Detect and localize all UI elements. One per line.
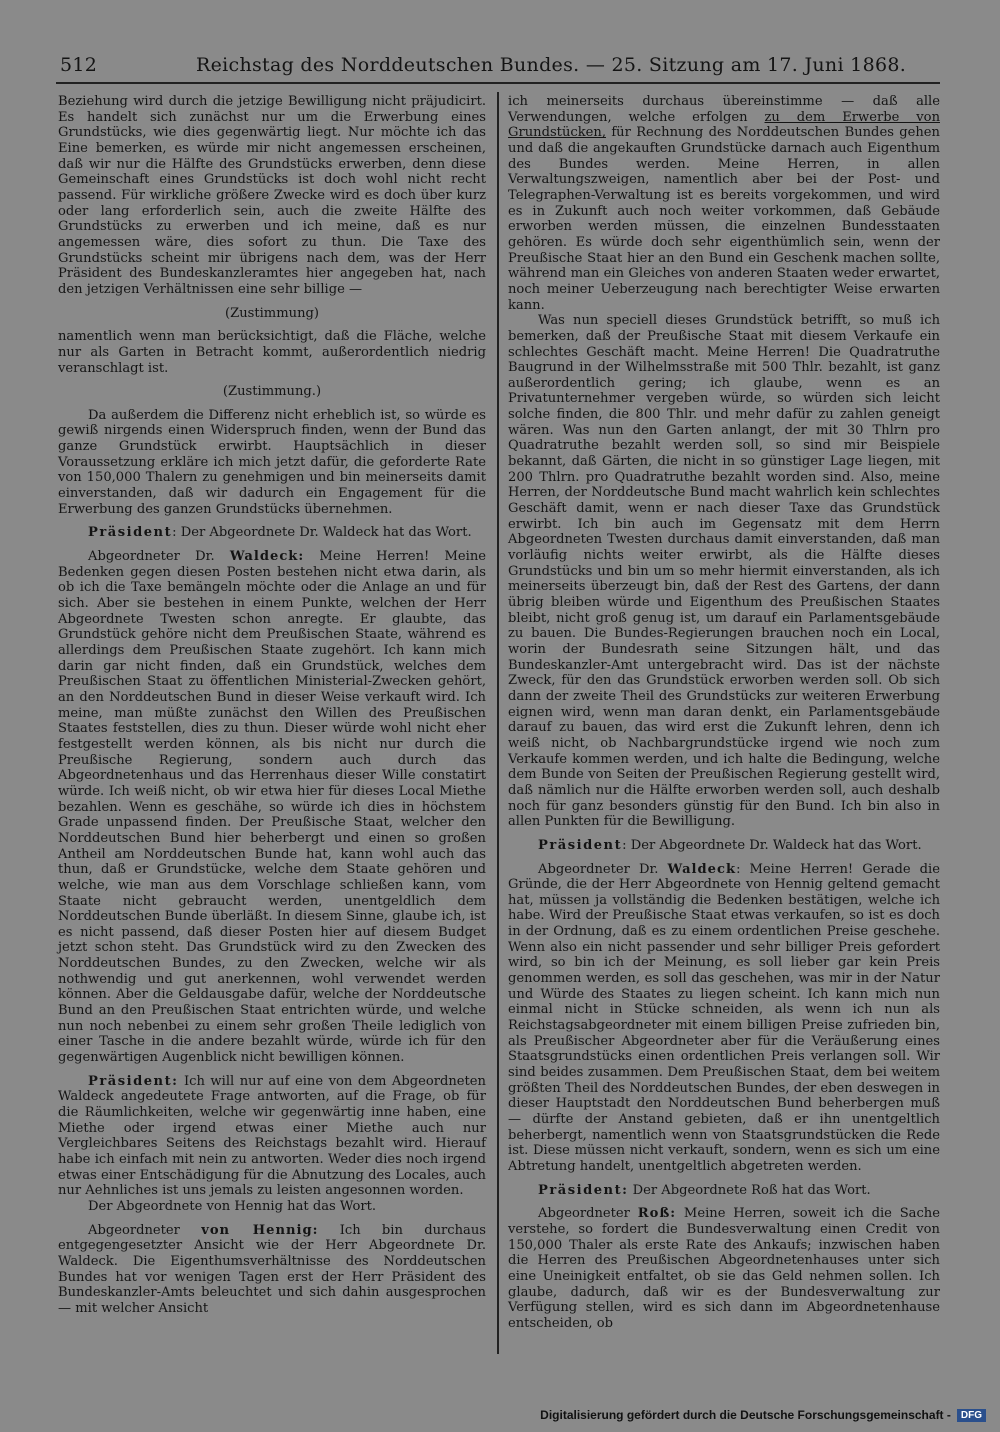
speaker-prefix: Abgeordneter Dr. (538, 861, 668, 877)
speech-text: Der Abgeordnete Roß hat das Wort. (628, 1182, 871, 1198)
speaker-name: von Hennig: (201, 1222, 319, 1238)
speaker-prefix: Abgeordneter Dr. (88, 549, 230, 565)
speaker-paragraph (58, 525, 486, 541)
speaker-label: Präsident (88, 525, 173, 541)
running-title: Reichstag des Norddeutschen Bundes. — 25. Sitzung am 17. Juni 1868. (196, 54, 907, 76)
speech-text: Meine Herren, soweit ich die Sache verstehe, so fordert die Bundesverwaltung einen Credit von 150,000 Thaler als erste Rate des Ankaufs; inzwischen haben die Herren des Preußischen Abgeordnetenhauses unter sich eine Uneinigkeit entfaltet, ob sie das Geld nehmen sollen. Ich glaube, dadurch, daß wir es der Bundesverwaltung zur Verfügung stellen, wird es sich dann im Abgeordnetenhause entscheiden, ob (508, 1206, 940, 1331)
speaker-paragraph (508, 838, 940, 854)
speech-text: Meine Herren! Meine Bedenken gegen diesen Posten bestehen nicht etwa darin, als ob ich die Taxe bemängeln möchte oder die Anlage an und für sich. Aber sie bestehen in einem Punkte, welchen der Herr Abgeordnete Twesten schon anregte. Er glaubte, das Grundstück gehöre nicht dem Preußischen Staate, während es allerdings dem Preußischen Staate zugehört. Ich kann mich darin gar nicht finden, daß ein Grundstück, welches dem Preußischen Staat zu öffentlichen Ministerial-Zwecken gehört, an den Norddeutschen Bund in dieser Weise verkauft wird. Ich meine, man müßte zunächst den Willen des Preußischen Staates feststellen, dies zu thun. Dieser würde wohl nicht eher festgestellt werden können, als bis nicht nur durch die Preußische Regierung, sondern auch durch das Abgeordnetenhaus und das Herrenhaus dieser Wille constatirt würde. Ich weiß nicht, ob wir etwa hier für dieses Local Miethe bezahlen. Wenn es geschähe, so würde ich dies in höchstem Grade unpassend finden. Der Preußische Staat, welcher den Norddeutschen Bund hier beherbergt und einen so großen Antheil am Norddeutschen Bunde hat, kann wohl auch das thun, daß er Grundstücke, welche dem Staate gehören und welche, wie man aus dem Vorschlage schließen kann, vom Staate nicht gebraucht werden, unentgeldlich dem Norddeutschen Bunde überläßt. In diesem Sinne, glaube ich, ist es nicht passend, daß dieser Posten hier auf diesem Budget jetzt schon steht. Das Grundstück wird zu den Zwecken des Norddeutschen Bundes, zu den Zwecken, welche wir als nothwendig und gut anerkennen, wohl verwendet werden können. Aber die Geldausgabe dafür, welche der Norddeutsche Bund an den Preußischen Staat entrichten würde, und welche nun noch nebenbei zu einem sehr großen Theile lediglich von einer Tasche in die andere bezahlt würde, würde ich für den gegenwärtigen Augenblick nicht bewilligen können. (58, 549, 486, 1066)
paragraph: Der Abgeordnete von Hennig hat das Wort. (88, 1198, 377, 1214)
speaker-prefix: Abgeordneter (538, 1206, 638, 1222)
speaker-paragraph (508, 862, 940, 1175)
speaker-name: Waldeck (667, 861, 737, 877)
speaker-label: Präsident: (88, 1073, 179, 1089)
interjection: (Zustimmung) (225, 305, 319, 321)
speaker-paragraph (508, 1206, 940, 1331)
speaker-paragraph (58, 1074, 486, 1199)
speaker-name: Roß: (637, 1206, 677, 1222)
underlined-phrase: zu dem Erwerbe von Grundstücken, (508, 109, 940, 141)
right-column (508, 94, 940, 1332)
speaker-name: Waldeck: (229, 549, 305, 565)
column-divider (497, 92, 499, 1354)
speaker-paragraph (58, 1223, 486, 1317)
funding-note: Digitalisierung gefördert durch die Deutsche Forschungsgemeinschaft - (540, 1408, 951, 1422)
speaker-paragraph (508, 1183, 940, 1199)
paragraph: ich meinerseits durchaus übereinstimme — daß alle Verwendungen, welche erfolgen zu dem Erwerbe von Grundstücken, für Rechnung des Norddeutschen Bundes gehen und daß die angekauften Grundstücke darnach auch Eigenthum des Bundes werden. Meine Herren, in allen Verwaltungszweigen, namentlich aber bei der Post- und Telegraphen-Verwaltung ist es bereits vorgekommen, und wird es in Zukunft auch noch weiter vorkommen, daß Gebäude erworben werden müssen, die einzelnen Bundesstaaten gehören. Es würde doch sehr eigenthümlich sein, wenn der Preußische Staat hier an den Bund ein Geschenk machen sollte, während man ein Gleiches von anderen Staaten weder erwartet, noch meiner Ueberzeugung nach berechtigter Weise erwarten kann. (508, 94, 940, 313)
paragraph: namentlich wenn man berücksichtigt, daß die Fläche, welche nur als Garten in Betracht kommt, außerordentlich niedrig veranschlagt ist. (58, 329, 486, 376)
speaker-label: Präsident (538, 837, 623, 853)
paragraph: Da außerdem die Differenz nicht erheblich ist, so würde es gewiß nirgends einen Widerspruch finden, wenn der Bund das ganze Grundstück erwirbt. Hauptsächlich in dieser Voraussetzung erkläre ich mich jetzt dafür, die geforderte Rate von 150,000 Thalern zu genehmigen und bin meinerseits damit einverstanden, daß wir dadurch ein Engagement für die Erwerbung des ganzen Grundstücks übernehmen. (58, 407, 486, 517)
page-header (56, 48, 940, 84)
interjection: (Zustimmung.) (222, 384, 322, 400)
speaker-prefix: Abgeordneter (88, 1222, 202, 1238)
funding-footer (540, 1408, 986, 1422)
paragraph: Beziehung wird durch die jetzige Bewilligung nicht präjudicirt. Es handelt sich zunächst nur um die Erwerbung eines Grundstücks, wie dies gegenwärtig liegt. Nur möchte ich das Eine bemerken, es würde mir nicht angemessen erscheinen, daß wir nur die Hälfte des Grundstücks erwerben, denn diese Gemeinschaft eines Grundstücks ist doch wohl nicht recht passend. Für wirkliche größere Zwecke wird es doch über kurz oder lang erforderlich sein, auch die zweite Hälfte des Grundstücks zu erwerben und ich meine, daß es nur angemessen wäre, dies sofort zu thun. Die Taxe des Grundstücks scheint mir übrigens nach dem, was der Herr Präsident des Bundeskanzleramtes hier angegeben hat, nach den jetzigen Verhältnissen eine sehr billige — (58, 94, 486, 297)
paragraph: Was nun speciell dieses Grundstück betrifft, so muß ich bemerken, daß der Preußische Staat mit diesem Verkaufe ein schlechtes Geschäft macht. Meine Herren! Die Quadratruthe Baugrund in der Wilhelmsstraße mit 500 Thlr. bezahlt, ist ganz außerordentlich gering; ich glaube, wenn es an Privatunternehmer vergeben würde, so würden sich leicht solche finden, die 800 Thlr. und mehr dafür zu zahlen geneigt wären. Was nun den Garten anlangt, der mit 30 Thlrn pro Quadratruthe bezahlt werden soll, so sind mir Beispiele bekannt, daß Gärten, die nicht in so günstiger Lage liegen, mit 200 Thlrn. pro Quadratruthe bezahlt worden sind. Also, meine Herren, der Norddeutsche Bund macht wahrlich kein schlechtes Geschäft damit, wenn er nach dieser Taxe das Grundstück erwirbt. Ich bin auch im Gegensatz mit dem Herrn Abgeordneten Twesten durchaus damit einverstanden, daß man vorläufig nichts weiter erwirbt, als die Hälfte dieses Grundstücks und bin um so mehr hiermit einverstanden, als ich meinerseits überzeugt bin, daß der Rest des Gartens, der dann übrig bleiben würde und Eigenthum des Preußischen Staates bleibt, nicht groß genug ist, um darauf ein Parlamentsgebäude zu bauen. Die Bundes-Regierungen brauchen noch ein Local, worin der Bundesrath seine Sitzungen hält, und das Bundeskanzler-Amt untergebracht wird. Das ist der nächste Zweck, für den das Grundstück erworben werden soll. Ob sich dann der zweite Theil des Grundstücks zur weiteren Erwerbung eignen wird, wenn man daran denkt, ein Parlamentsgebäude darauf zu bauen, das wird erst die Zukunft lehren, denn ich weiß nicht, ob Nachbargrundstücke irgend wie noch zum Verkaufe kommen werden, und ich halte die Bedingung, welche dem Bunde von Seiten der Preußischen Regierung gestellt wird, daß nämlich nur die Hälfte erworben werden soll, auch deshalb noch für ganz besonders günstig für den Bund. Ich bin also in allen Punkten für die Bewilligung. (508, 313, 940, 830)
speaker-paragraph (58, 549, 486, 1066)
left-column (58, 94, 486, 1317)
speech-text: : Der Abgeordnete Dr. Waldeck hat das Wort. (622, 837, 922, 853)
speech-text: : Meine Herren! Gerade die Gründe, die der Herr Abgeordnete von Hennig geltend gemacht hat, müssen ja vollständig die Bedenken bestätigen, welche ich habe. Wird der Preußische Staat etwas verkaufen, so ist es doch in der Ordnung, daß es zu einem ordentlichen Preise geschehe. Wenn also ein nicht passender und sehr billiger Preis gefordert wird, so bin ich der Meinung, es soll lieber gar kein Preis genommen werden, es soll das geschehen, was mir in der Natur und Würde des Staates zu liegen scheint. Ich kann mich nun einmal nicht in Stücke schneiden, als wenn ich nun als Reichstagsabgeordneter mit einem billigen Preise zufrieden bin, als Preußischer Abgeordneter aber für die Veräußerung eines Staatsgrundstücks einen ordentlichen Preis verlangen soll. Wir sind beides zusammen. Dem Preußischen Staat, dem bei weitem größten Theil des Norddeutschen Bundes, der eben deswegen in dieser Hauptstadt den Norddeutschen Bund beherbergen muß — dürfte der Anstand gebieten, daß er ihn unentgeltlich beherbergt, namentlich wenn von Staatsgrundstücken die Rede ist. Diese müssen nicht verkauft, sondern, wenn es sich um eine Abtretung handelt, unentgeltlich abgetreten werden. (508, 861, 940, 1174)
speech-text: Ich bin durchaus entgegengesetzter Ansicht wie der Herr Abgeordnete Dr. Waldeck. Die Eigenthumsverhältnisse des Norddeutschen Bundes hat vor wenigen Tagen erst der Herr Präsident des Bundeskanzler-Amts beleuchtet und sich dahin ausgesprochen — mit welcher Ansicht (58, 1222, 486, 1316)
speech-text: Ich will nur auf eine von dem Abgeordneten Waldeck angedeutete Frage antworten, auf die Frage, ob für die Räumlichkeiten, welche wir gegenwärtig inne haben, eine Miethe oder irgend etwas einer Miethe auch nur Vergleichbares Seitens des Reichstags bezahlt wird. Hierauf habe ich einfach mit nein zu antworten. Weder dies noch irgend etwas einer Entschädigung für die Abnutzung des Locales, auch nur Aehnliches ist uns jemals zu leisten angesonnen worden. (58, 1073, 486, 1199)
dfg-logo: DFG (957, 1409, 986, 1422)
speech-text: : Der Abgeordnete Dr. Waldeck hat das Wort. (172, 525, 472, 541)
page-number: 512 (60, 54, 98, 76)
speaker-label: Präsident: (538, 1182, 629, 1198)
